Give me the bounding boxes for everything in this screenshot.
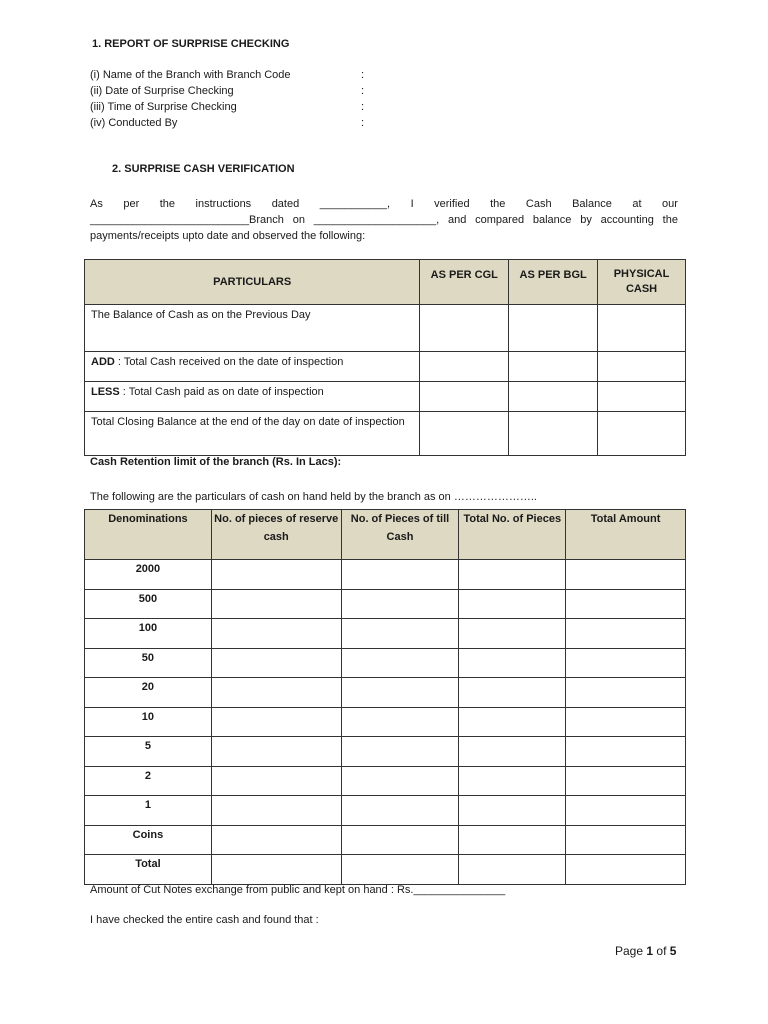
field-colon: :	[361, 101, 365, 113]
table-row	[85, 678, 686, 708]
paragraph-word: As	[90, 198, 103, 210]
bgl-cell[interactable]	[509, 412, 598, 456]
current-page: 1	[646, 944, 654, 958]
cut-notes-text: Amount of Cut Notes exchange from public and kept on hand : Rs._______________	[90, 884, 506, 896]
paragraph-word: Cash	[525, 198, 552, 210]
table-row	[85, 560, 686, 590]
till-cash-cell[interactable]	[341, 855, 459, 885]
header-total-amount: Total Amount	[566, 510, 686, 560]
field-label: (i) Name of the Branch with Branch Code	[90, 69, 291, 81]
total-pieces-cell[interactable]	[459, 737, 566, 767]
denomination-cell: 100	[85, 619, 212, 649]
paragraph-word: by	[580, 214, 592, 226]
cgl-cell[interactable]	[420, 305, 509, 352]
of-word: of	[656, 944, 667, 958]
physical-cash-cell[interactable]	[598, 412, 686, 456]
paragraph-word: dated	[271, 198, 300, 210]
total-amount-cell[interactable]	[566, 648, 686, 678]
particulars-cell	[85, 412, 420, 456]
physical-cash-cell[interactable]	[598, 352, 686, 382]
reserve-cash-cell[interactable]	[211, 737, 341, 767]
total-amount-cell[interactable]	[566, 855, 686, 885]
particulars-text: : Total Cash received on the date of inspection	[114, 356, 344, 368]
physical-cash-cell[interactable]	[598, 382, 686, 412]
field-label: (ii) Date of Surprise Checking	[90, 85, 234, 97]
total-amount-cell[interactable]	[566, 707, 686, 737]
total-pieces-cell[interactable]	[459, 619, 566, 649]
total-pieces-cell[interactable]	[459, 648, 566, 678]
table-row	[85, 766, 686, 796]
reserve-cash-cell[interactable]	[211, 560, 341, 590]
paragraph-word: verified	[434, 198, 470, 210]
denomination-cell: 500	[85, 589, 212, 619]
till-cash-cell[interactable]	[341, 766, 459, 796]
total-amount-cell[interactable]	[566, 619, 686, 649]
reserve-cash-cell[interactable]	[211, 796, 341, 826]
paragraph-word: on	[292, 214, 305, 226]
particulars-cell	[85, 352, 420, 382]
table-row	[85, 855, 686, 885]
header-denominations: Denominations	[85, 510, 212, 560]
reserve-cash-cell[interactable]	[211, 825, 341, 855]
paragraph-line-3: payments/receipts upto date and observed the following:	[90, 230, 366, 242]
total-pages: 5	[669, 944, 677, 958]
paragraph-word: the	[662, 214, 678, 226]
total-amount-cell[interactable]	[566, 560, 686, 590]
paragraph-word: and	[447, 214, 467, 226]
cash-particulars-text: The following are the particulars of cash on hand held by the branch as on …………………..	[90, 491, 537, 503]
reserve-cash-cell[interactable]	[211, 678, 341, 708]
total-amount-cell[interactable]	[566, 589, 686, 619]
till-cash-cell[interactable]	[341, 737, 459, 767]
table-row	[85, 305, 686, 352]
table-row	[85, 382, 686, 412]
total-pieces-cell[interactable]	[459, 766, 566, 796]
paragraph-line-1	[90, 196, 678, 212]
table-row	[85, 707, 686, 737]
particulars-text: The Balance of Cash as on the Previous Day	[91, 309, 311, 321]
reserve-cash-cell[interactable]	[211, 766, 341, 796]
denomination-cell: 1	[85, 796, 212, 826]
table-row	[85, 796, 686, 826]
table-row	[85, 825, 686, 855]
table-row	[85, 737, 686, 767]
total-pieces-cell[interactable]	[459, 678, 566, 708]
total-pieces-cell[interactable]	[459, 560, 566, 590]
field-colon: :	[361, 69, 365, 81]
paragraph-word: __________________________Branch	[90, 214, 284, 226]
total-pieces-cell[interactable]	[459, 589, 566, 619]
till-cash-cell[interactable]	[341, 678, 459, 708]
paragraph-word: the	[490, 198, 506, 210]
till-cash-cell[interactable]	[341, 589, 459, 619]
denominations-table	[84, 509, 686, 885]
denomination-cell: Coins	[85, 825, 212, 855]
total-amount-cell[interactable]	[566, 678, 686, 708]
field-label: (iv) Conducted By	[90, 117, 178, 129]
cgl-cell[interactable]	[420, 382, 509, 412]
page-word: Page	[615, 944, 644, 958]
table-row	[85, 589, 686, 619]
total-amount-cell[interactable]	[566, 766, 686, 796]
particulars-cell	[85, 382, 420, 412]
reserve-cash-cell[interactable]	[211, 648, 341, 678]
paragraph-word: per	[123, 198, 140, 210]
particulars-cell	[85, 305, 420, 352]
header-till-cash: No. of Pieces of till Cash	[341, 510, 459, 560]
till-cash-cell[interactable]	[341, 648, 459, 678]
denomination-cell: 20	[85, 678, 212, 708]
reserve-cash-cell[interactable]	[211, 619, 341, 649]
total-amount-cell[interactable]	[566, 796, 686, 826]
denomination-cell: Total	[85, 855, 212, 885]
reserve-cash-cell[interactable]	[211, 855, 341, 885]
paragraph-word: the	[159, 198, 176, 210]
particulars-text: Total Closing Balance at the end of the day on date of inspection	[91, 416, 405, 428]
paragraph-word: I	[410, 198, 414, 210]
table-header-row	[85, 510, 686, 560]
till-cash-cell[interactable]	[341, 825, 459, 855]
table-row	[85, 648, 686, 678]
cash-balance-table	[84, 259, 686, 456]
field-colon: :	[361, 117, 365, 129]
denomination-cell: 5	[85, 737, 212, 767]
table-row	[85, 412, 686, 456]
paragraph-word: our	[662, 198, 678, 210]
paragraph-word: at	[632, 198, 642, 210]
page-number	[615, 944, 676, 958]
total-amount-cell[interactable]	[566, 825, 686, 855]
total-amount-cell[interactable]	[566, 737, 686, 767]
till-cash-cell[interactable]	[341, 707, 459, 737]
total-pieces-cell[interactable]	[459, 707, 566, 737]
total-pieces-cell[interactable]	[459, 855, 566, 885]
bgl-cell[interactable]	[509, 352, 598, 382]
paragraph-word: balance	[532, 214, 572, 226]
bgl-cell[interactable]	[509, 382, 598, 412]
till-cash-cell[interactable]	[341, 796, 459, 826]
total-pieces-cell[interactable]	[459, 796, 566, 826]
header-cgl: AS PER CGL	[420, 260, 509, 305]
till-cash-cell[interactable]	[341, 619, 459, 649]
denomination-cell: 2000	[85, 560, 212, 590]
reserve-cash-cell[interactable]	[211, 707, 341, 737]
till-cash-cell[interactable]	[341, 560, 459, 590]
table-header-row	[85, 260, 686, 305]
table-row	[85, 352, 686, 382]
particulars-prefix: LESS	[91, 386, 120, 398]
table-row	[85, 619, 686, 649]
bgl-cell[interactable]	[509, 305, 598, 352]
cgl-cell[interactable]	[420, 352, 509, 382]
paragraph-word: ___________,	[319, 198, 391, 210]
field-label: (iii) Time of Surprise Checking	[90, 101, 237, 113]
field-colon: :	[361, 85, 365, 97]
denomination-cell: 10	[85, 707, 212, 737]
paragraph-word: instructions	[195, 198, 252, 210]
physical-cash-cell[interactable]	[598, 305, 686, 352]
particulars-text: : Total Cash paid as on date of inspection	[119, 386, 324, 398]
particulars-prefix: ADD	[91, 356, 115, 368]
retention-limit-label: Cash Retention limit of the branch (Rs. In Lacs):	[90, 456, 342, 468]
total-pieces-cell[interactable]	[459, 825, 566, 855]
paragraph-word: compared	[475, 214, 525, 226]
header-particulars: PARTICULARS	[85, 260, 420, 305]
checked-text: I have checked the entire cash and found that :	[90, 914, 319, 926]
denomination-cell: 2	[85, 766, 212, 796]
paragraph-line-2	[90, 212, 678, 228]
section2-title: 2. SURPRISE CASH VERIFICATION	[112, 163, 295, 175]
denomination-cell: 50	[85, 648, 212, 678]
header-reserve-cash: No. of pieces of reserve cash	[211, 510, 341, 560]
paragraph-word: accounting	[600, 214, 654, 226]
header-physical-cash: PHYSICAL CASH	[598, 260, 686, 305]
cgl-cell[interactable]	[420, 412, 509, 456]
header-total-pieces: Total No. of Pieces	[459, 510, 566, 560]
section1-title: 1. REPORT OF SURPRISE CHECKING	[92, 38, 290, 50]
paragraph-word: ____________________,	[313, 214, 440, 226]
paragraph-word: Balance	[572, 198, 612, 210]
header-bgl: AS PER BGL	[509, 260, 598, 305]
reserve-cash-cell[interactable]	[211, 589, 341, 619]
